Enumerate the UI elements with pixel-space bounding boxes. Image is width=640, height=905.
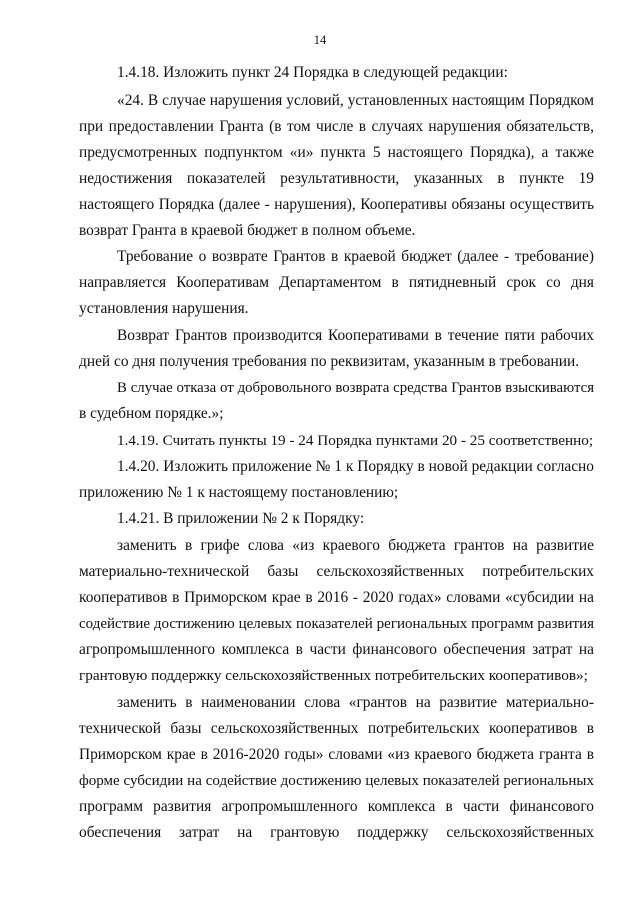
text-line: грантовую поддержку сельскохозяйственных потребительских кооперативов»; <box>79 667 588 684</box>
text-line: заменить в грифе слова «из краевого бюджета грантов на развитие <box>117 537 594 554</box>
text-line: программ развития агропромышленного комплекса в части финансового <box>79 798 594 815</box>
text-line: технической базы сельскохозяйственных потребительских кооперативов в <box>79 720 594 737</box>
text-line: 1.4.20. Изложить приложение № 1 к Порядку в новой редакции согласно <box>117 458 594 475</box>
text-line: Приморском крае в 2016-2020 годы» словами «из краевого бюджета гранта в <box>79 746 594 763</box>
text-line: недостижения показателей результативности, указанных в пункте 19 <box>79 170 594 187</box>
text-line: агропромышленного комплекса в части финансового обеспечения затрат на <box>79 641 594 658</box>
text-line: обеспечения затрат на грантовую поддержку сельскохозяйственных <box>79 824 594 841</box>
text-line: форме субсидии на содействие достижению целевых показателей региональных <box>79 773 594 789</box>
text-line: 1.4.18. Изложить пункт 24 Порядка в следующей редакции: <box>117 64 508 81</box>
text-line: заменить в наименовании слова «грантов на развитие материально- <box>117 694 594 711</box>
text-line: кооперативов в Приморском крае в 2016 - 2020 годах» словами «субсидии на <box>79 589 594 606</box>
text-line: материально-технической базы сельскохозяйственных потребительских <box>79 563 594 580</box>
text-line: в судебном порядке.»; <box>79 405 224 422</box>
text-line: направляется Кооперативам Департаментом в пятидневный срок со дня <box>79 274 594 291</box>
text-line: настоящего Порядка (далее - нарушения), Кооперативы обязаны осуществить <box>79 196 594 213</box>
text-line: содействие достижению целевых показателей региональных программ развития <box>79 616 594 632</box>
text-line: В случае отказа от добровольного возврата средства Грантов взыскиваются <box>117 380 594 396</box>
text-line: дней со дня получения требования по реквизитам, указанным в требовании. <box>79 353 580 370</box>
text-line: Требование о возврате Грантов в краевой бюджет (далее - требование) <box>117 248 594 265</box>
text-line: приложению № 1 к настоящему постановлению; <box>79 484 399 501</box>
text-line: 1.4.21. В приложении № 2 к Порядку: <box>117 510 365 527</box>
text-line: возврат Гранта в краевой бюджет в полном объеме. <box>79 222 416 239</box>
text-line: «24. В случае нарушения условий, установленных настоящим Порядком <box>117 92 594 109</box>
text-line: установления нарушения. <box>79 300 249 317</box>
text-line: Возврат Грантов производится Кооперативами в течение пяти рабочих <box>117 327 594 344</box>
page-number: 14 <box>313 33 327 47</box>
text-line: при предоставлении Гранта (в том числе в случаях нарушения обязательств, <box>79 118 594 135</box>
text-line: 1.4.19. Считать пункты 19 - 24 Порядка пунктами 20 - 25 соответственно; <box>117 432 594 449</box>
text-line: предусмотренных подпунктом «и» пункта 5 настоящего Порядка), а также <box>79 144 594 161</box>
